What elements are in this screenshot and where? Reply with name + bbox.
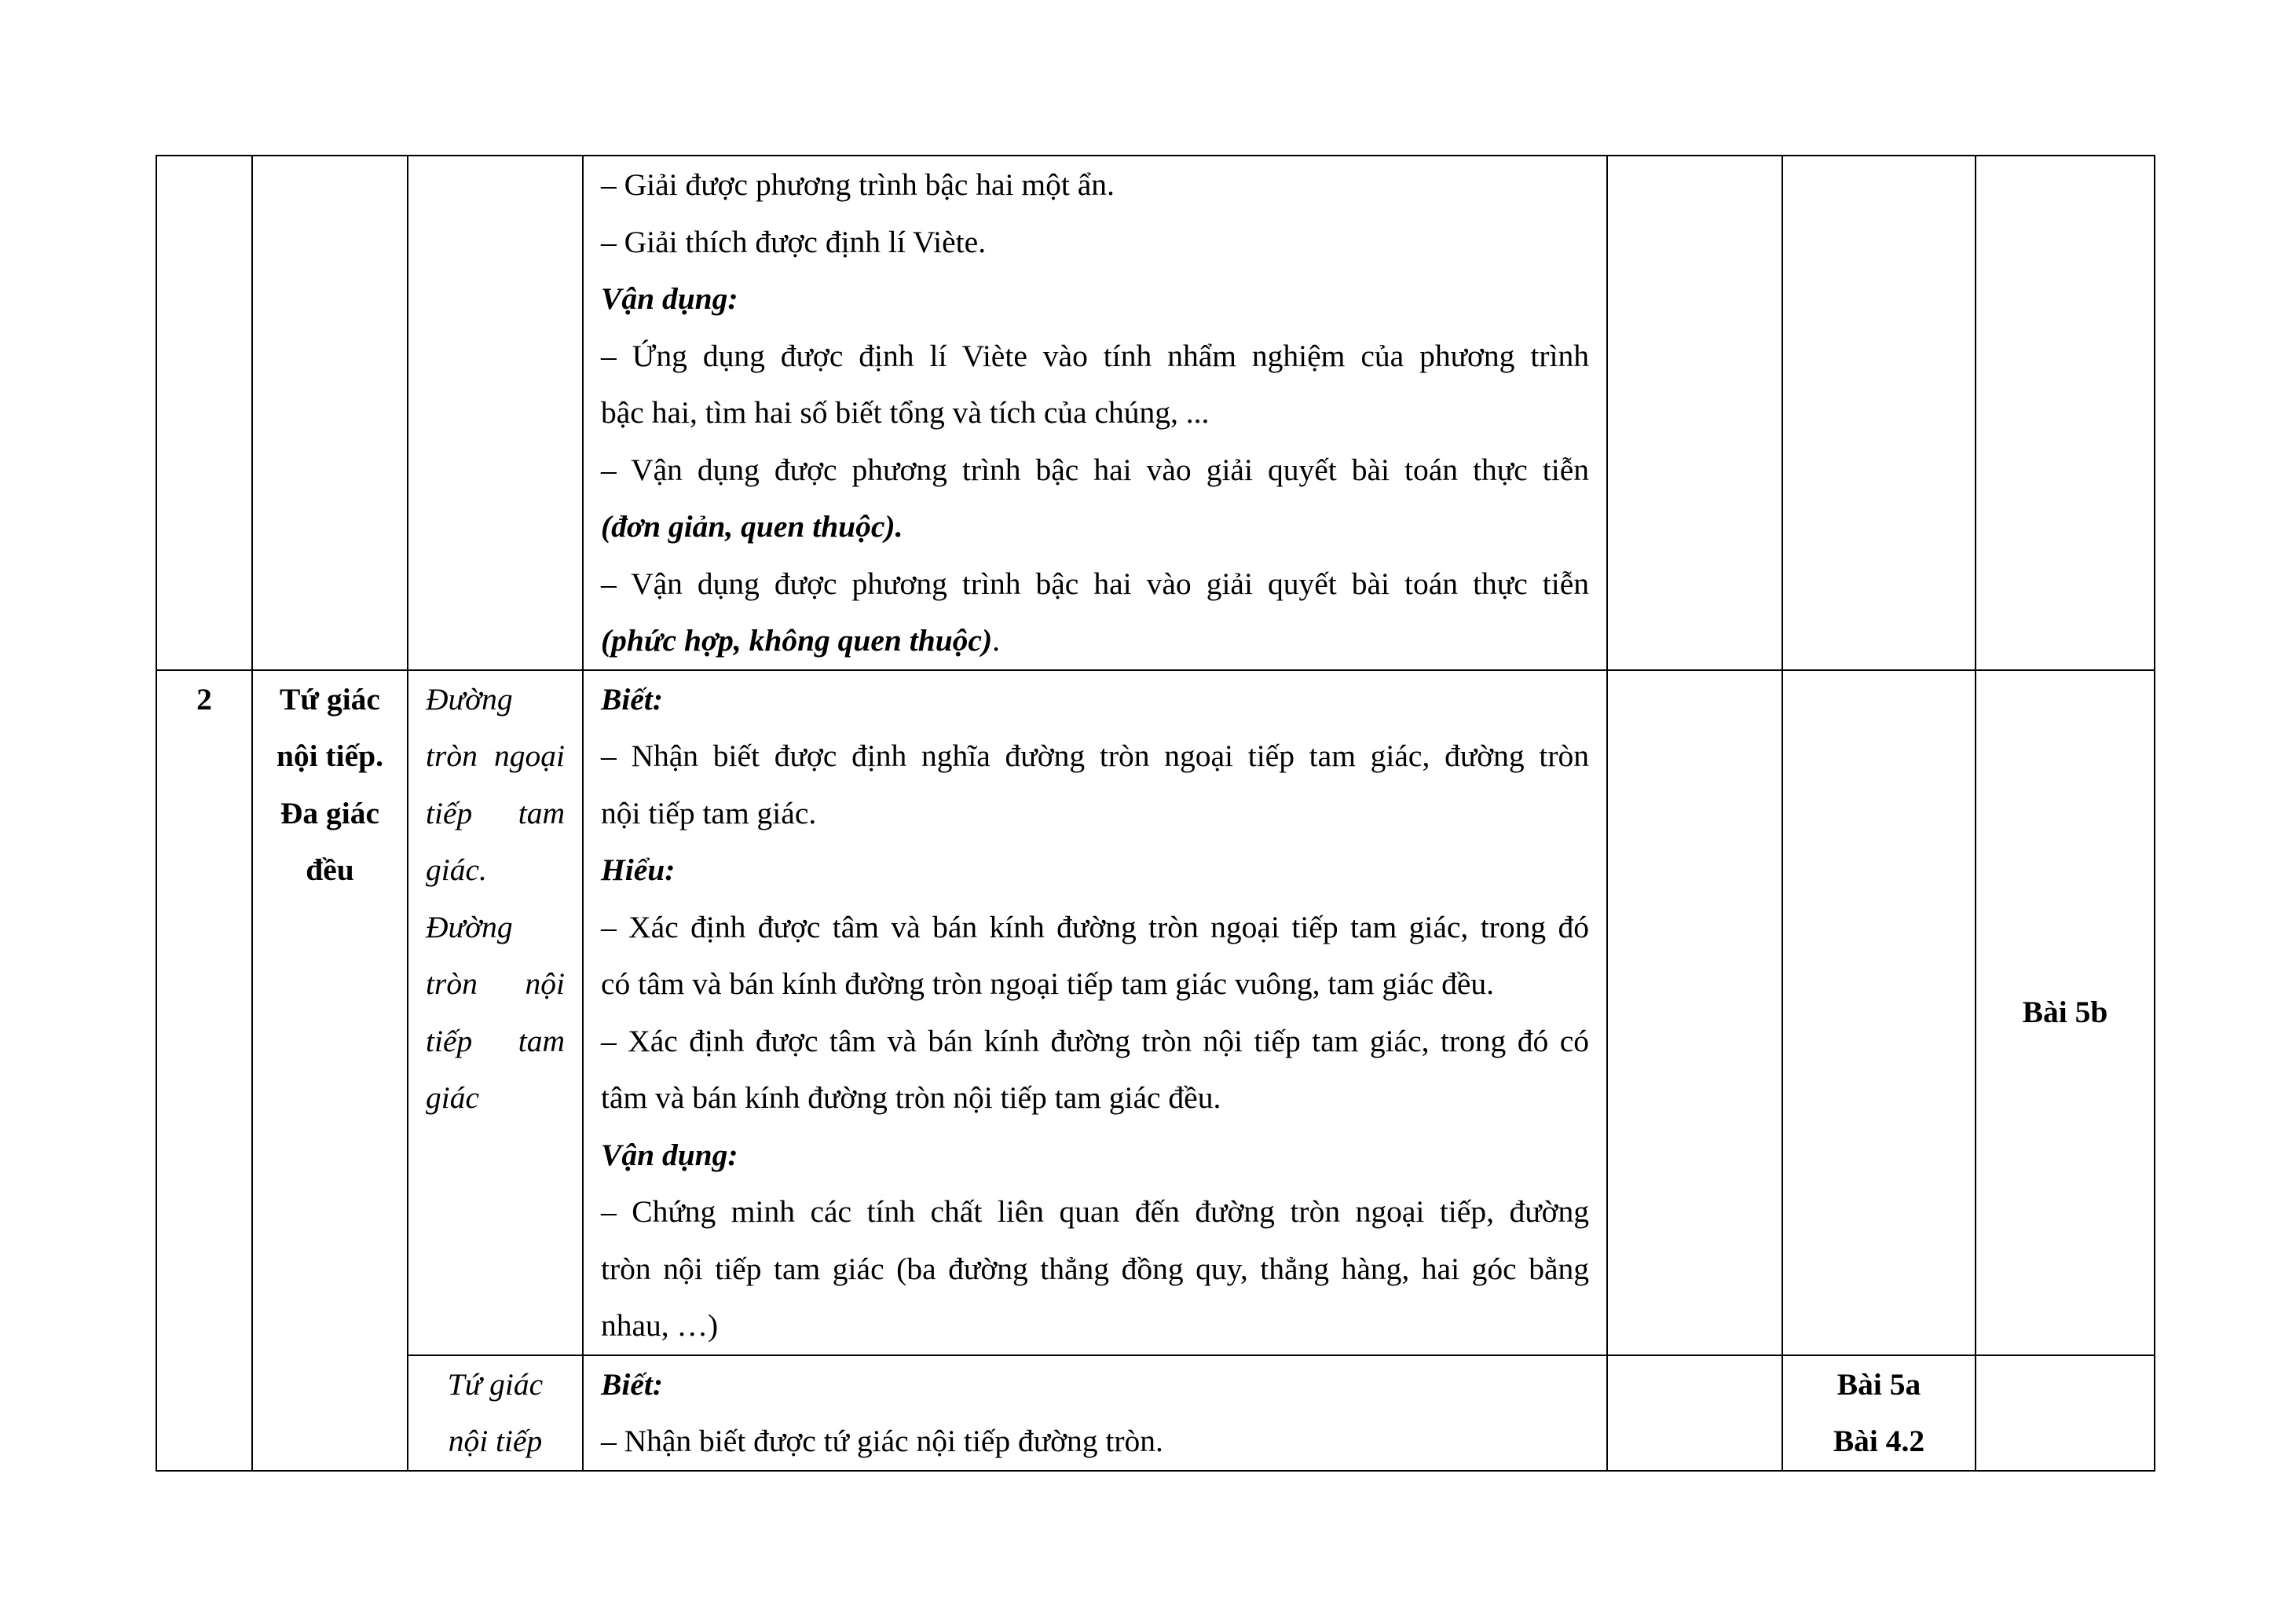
- cell-question-2: [1782, 156, 1976, 670]
- content-line: – Xác định được tâm và bán kính đường tròn nội tiếp tam giác, trong đó có: [601, 1023, 1589, 1058]
- content-line: – Chứng minh các tính chất liên quan đến đường tròn ngoại tiếp, đường: [601, 1194, 1589, 1229]
- table-row-2-unit-2: [156, 1355, 2155, 1471]
- heading-van-dung: Vận dụng:: [601, 281, 738, 316]
- cell-unit-2: [408, 1355, 583, 1471]
- cell-question-3: [1976, 1355, 2155, 1471]
- heading-hieu: Hiểu:: [601, 852, 676, 887]
- unit-line: tròn nội: [426, 966, 565, 1001]
- cell-unit-1: [408, 670, 583, 1355]
- specification-table: [156, 155, 2155, 1472]
- content-line: – Giải được phương trình bậc hai một ẩn.: [601, 167, 1115, 202]
- cell-topic: [252, 670, 408, 1471]
- question-ref: Bài 4.2: [1833, 1424, 1925, 1458]
- cell-content-continuation: [583, 156, 1607, 670]
- topic-line: đều: [306, 852, 354, 887]
- cell-question-1: [1607, 1355, 1782, 1471]
- unit-line: tiếp tam: [426, 1023, 565, 1058]
- content-line: – Xác định được tâm và bán kính đường tròn ngoại tiếp tam giác, trong đó: [601, 909, 1589, 944]
- unit-line: giác: [426, 1080, 480, 1115]
- cell-question-3: [1976, 156, 2155, 670]
- cell-question-1: [1607, 670, 1782, 1355]
- heading-van-dung: Vận dụng:: [601, 1137, 738, 1172]
- unit-line: Đường: [426, 909, 513, 944]
- content-line: nội tiếp tam giác.: [601, 795, 817, 830]
- heading-biet: Biết:: [601, 1366, 663, 1402]
- cell-topic-empty: [252, 156, 408, 670]
- cell-unit-empty: [408, 156, 583, 670]
- cell-question-2: [1782, 670, 1976, 1355]
- unit-line: Đường: [426, 681, 513, 717]
- topic-line: Đa giác: [280, 795, 380, 830]
- table-row-2-unit-1: [156, 670, 2155, 1355]
- cell-question-1: [1607, 156, 1782, 670]
- content-line: tâm và bán kính đường tròn nội tiếp tam giác đều.: [601, 1080, 1221, 1115]
- content-line: – Ứng dụng được định lí Viète vào tính nhẩm nghiệm của phương trình: [601, 338, 1589, 373]
- cell-question-2: [1782, 1355, 1976, 1471]
- unit-line: tiếp tam: [426, 795, 565, 830]
- content-period: .: [992, 623, 1000, 658]
- table-row-continuation: [156, 156, 2155, 670]
- content-line: – Giải thích được định lí Viète.: [601, 224, 987, 259]
- unit-line: giác.: [426, 852, 487, 887]
- content-line: – Vận dụng được phương trình bậc hai vào giải quyết bài toán thực tiễn: [601, 452, 1589, 487]
- unit-line: tròn ngoại: [426, 739, 565, 773]
- cell-question-3: Bài 5b: [1976, 670, 2155, 1355]
- cell-number: 2: [156, 670, 252, 1471]
- question-ref: Bài 5a: [1836, 1366, 1921, 1402]
- content-line: (đơn giản, quen thuộc).: [601, 509, 903, 544]
- content-line: [601, 612, 1589, 669]
- content-line: – Nhận biết được tứ giác nội tiếp đường tròn.: [601, 1424, 1163, 1458]
- cell-number-empty: [156, 156, 252, 670]
- cell-content-unit-1: [583, 670, 1607, 1355]
- content-line: nhau, …): [601, 1308, 719, 1343]
- unit-line: Tứ giác: [447, 1366, 544, 1402]
- topic-line: nội tiếp.: [276, 739, 384, 773]
- content-line: – Vận dụng được phương trình bậc hai vào giải quyết bài toán thực tiễn: [601, 566, 1589, 601]
- content-line: có tâm và bán kính đường tròn ngoại tiếp tam giác vuông, tam giác đều.: [601, 966, 1495, 1001]
- content-emphasis: (phức hợp, không quen thuộc): [601, 623, 993, 658]
- content-line: tròn nội tiếp tam giác (ba đường thẳng đồng quy, thẳng hàng, hai góc bằng: [601, 1251, 1589, 1286]
- content-line: – Nhận biết được định nghĩa đường tròn ngoại tiếp tam giác, đường tròn: [601, 739, 1589, 773]
- heading-biet: Biết:: [601, 681, 663, 717]
- topic-line: Tứ giác: [280, 681, 380, 717]
- content-line: bậc hai, tìm hai số biết tổng và tích của chúng, ...: [601, 395, 1210, 430]
- unit-line: nội tiếp: [448, 1424, 543, 1458]
- cell-content-unit-2: [583, 1355, 1607, 1471]
